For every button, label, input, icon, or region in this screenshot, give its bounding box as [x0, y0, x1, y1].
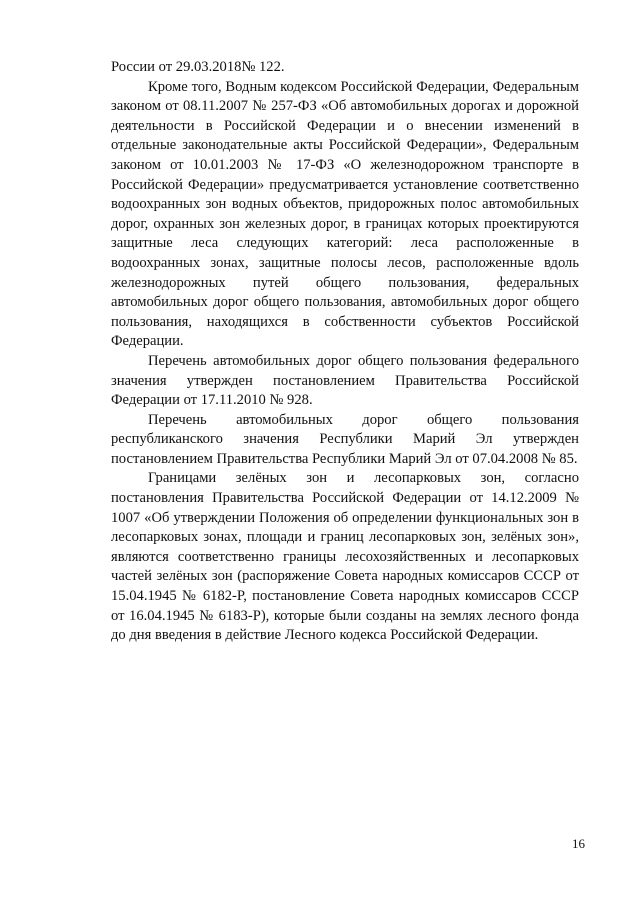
- paragraph-republic-roads: Перечень автомобильных дорог общего пользования республиканского значения Республики Марий Эл утвержден постановлением Правительства Республики Марий Эл от 07.04.2008 № 85.: [111, 411, 579, 467]
- paragraph-green-zones: Границами зелёных зон и лесопарковых зон, согласно постановления Правительства Российской Федерации от 14.12.2009 № 1007 «Об утверждении Положения об определении функциональных зон в лесопарковых зонах, площади и границ лесопарковых зон, зелёных зон», являются соответственно границы лесохозяйственных и лесопарковых частей зелёных зон (распоряжение Совета народных комиссаров СССР от 15.04.1945 № 6182-Р, постановление Совета народных комиссаров СССР от 16.04.1945 № 6183-Р), которые были созданы на землях лесного фонда до дня введения в действие Лесного кодекса Российской Федерации.: [111, 470, 579, 644]
- paragraph-federal-roads: Перечень автомобильных дорог общего пользования федерального значения утвержден постановлением Правительства Российской Федерации от 17.11.2010 № 928.: [111, 352, 579, 409]
- document-body: [111, 58, 579, 646]
- paragraph-water-code: Кроме того, Водным кодексом Российской Федерации, Федеральным законом от 08.11.2007 № 257-ФЗ «Об автомобильных дорогах и дорожной деятельности в Российской Федерации и о внесении изменений в отдельные законодательные акты Российской Федерации», Федеральным законом от 10.01.2003 № 17-ФЗ «О железнодорожном транспорте в Российской Федерации» предусматривается установление соответственно водоохранных зон водных объектов, придорожных полос автомобильных дорог, охранных зон железных дорог, в границах которых проектируются защитные леса следующих категорий: леса расположенные в водоохранных зонах, защитные полосы лесов, расположенные вдоль железнодорожных путей общего пользования, федеральных автомобильных дорог общего пользования, автомобильных дорог общего пользования, находящихся в собственности субъектов Российской Федерации.: [111, 78, 579, 350]
- page-number: 16: [572, 836, 585, 851]
- paragraph-continuation: России от 29.03.2018№ 122.: [111, 59, 285, 75]
